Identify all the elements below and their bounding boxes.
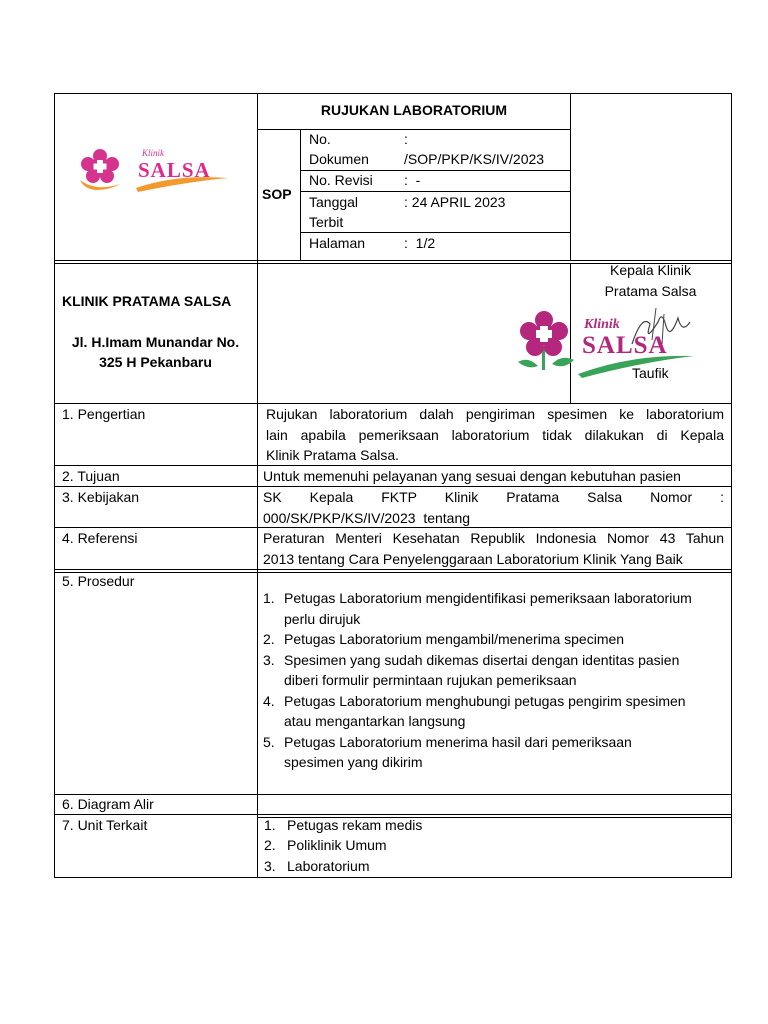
stamp-script-text: Klinik xyxy=(584,317,620,332)
field-value-dokumen: /SOP/PKP/KS/IV/2023 xyxy=(404,151,545,167)
field-value-halaman: : 1/2 xyxy=(404,235,436,251)
row-label-referensi: 4. Referensi xyxy=(62,530,138,546)
page-title: RUJUKAN LABORATORIUM xyxy=(320,102,508,118)
tujuan-text: Untuk memenuhi pelayanan yang sesuai dengan kebutuhan pasien xyxy=(263,468,681,484)
kebijakan-text xyxy=(263,487,724,528)
list-item: 3. Spesimen yang sudah dikemas disertai dengan identitas pasien diberi formulir permintaan rujukan pemeriksaan xyxy=(263,651,680,688)
prosedur-list xyxy=(263,588,725,773)
field-value-tanggal: : 24 APRIL 2023 xyxy=(404,194,506,210)
referensi-text xyxy=(263,528,724,569)
row-label-diagram: 6. Diagram Alir xyxy=(62,796,154,812)
logo-brand-text: SALSA xyxy=(138,158,211,182)
unit-item-num: 2. xyxy=(264,837,276,853)
row-label-tujuan: 2. Tujuan xyxy=(62,468,120,484)
kebijakan-line-1: SK Kepala FKTP Klinik Pratama Salsa Nomor : xyxy=(263,489,724,505)
unit-item-num: 1. xyxy=(264,817,276,833)
pengertian-line-1: Rujukan laboratorium dalah pengiriman spesimen ke laboratorium xyxy=(266,406,724,422)
signer-name: Taufik xyxy=(632,365,669,381)
sop-label: SOP xyxy=(262,186,292,202)
row-label-unit: 7. Unit Terkait xyxy=(62,817,148,833)
pengertian-text xyxy=(266,404,724,466)
field-label-no: No. xyxy=(309,131,331,147)
field-label-halaman: Halaman xyxy=(309,235,366,251)
signature-title-line-1: Kepala Klinik xyxy=(610,262,691,278)
referensi-line-2: 2013 tentang Cara Penyelenggaraan Laboratorium Klinik Yang Baik xyxy=(263,550,683,567)
field-label-dokumen: Dokumen xyxy=(309,151,369,167)
field-label-tanggal: Tanggal xyxy=(309,194,359,210)
clinic-name: KLINIK PRATAMA SALSA xyxy=(62,293,232,309)
clinic-address-line-1: Jl. H.Imam Munandar No. xyxy=(71,334,240,350)
pengertian-line-2: lain apabila pemeriksaan laboratorium tidak dilakukan di Kepala xyxy=(266,426,724,443)
kebijakan-line-2: 000/SK/PKP/KS/IV/2023 tentang xyxy=(263,509,471,526)
stamp-brand-text: SALSA xyxy=(582,332,668,359)
field-value-no-colon: : xyxy=(404,131,408,147)
row-label-prosedur: 5. Prosedur xyxy=(62,573,135,589)
logo-script-text: Klinik xyxy=(142,148,164,158)
list-item: 2. Petugas Laboratorium mengambil/menerima specimen xyxy=(263,631,625,647)
unit-item-num: 3. xyxy=(264,858,276,874)
row-label-pengertian: 1. Pengertian xyxy=(62,406,146,422)
field-value-revisi: : - xyxy=(404,172,421,188)
clinic-stamp xyxy=(512,304,697,380)
referensi-line-1: Peraturan Menteri Kesehatan Republik Indonesia Nomor 43 Tahun xyxy=(263,530,724,546)
list-item: 4. Petugas Laboratorium menghubungi petugas pengirim spesimen atau mengantarkan langsung xyxy=(263,692,686,729)
unit-item-text: Petugas rekam medis xyxy=(287,817,423,833)
unit-item-text: Laboratorium xyxy=(287,858,370,874)
row-label-kebijakan: 3. Kebijakan xyxy=(62,489,140,505)
unit-item-text: Poliklinik Umum xyxy=(287,837,387,853)
list-item: 1. Petugas Laboratorium mengidentifikasi pemeriksaan laboratorium perlu dirujuk xyxy=(263,590,692,627)
list-item: 5. Petugas Laboratorium menerima hasil dari pemeriksaan spesimen yang dikirim xyxy=(263,733,632,770)
pengertian-line-3: Klinik Pratama Salsa. xyxy=(266,447,400,463)
klinik-salsa-logo xyxy=(76,144,232,194)
field-label-revisi: No. Revisi xyxy=(309,172,373,188)
signature-title-line-2: Pratama Salsa xyxy=(604,283,697,299)
field-label-terbit: Terbit xyxy=(309,214,344,230)
clinic-address-line-2: 325 H Pekanbaru xyxy=(99,354,212,370)
